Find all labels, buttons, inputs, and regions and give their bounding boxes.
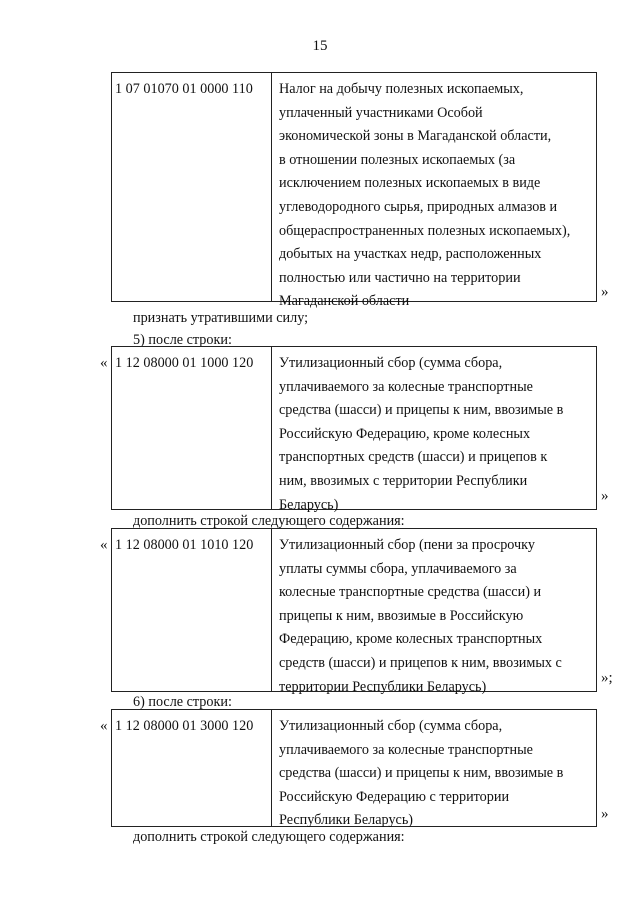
code-table-row xyxy=(111,709,597,827)
code-description xyxy=(272,529,562,695)
budget-code: 1 12 08000 01 1010 120 xyxy=(112,529,272,691)
budget-code: 1 12 08000 01 1000 120 xyxy=(112,347,272,509)
body-paragraph: 6) после строки: xyxy=(133,694,232,710)
description-line: Беларусь) xyxy=(279,496,339,513)
description-line: Российскую Федерацию с территории xyxy=(279,788,510,805)
description-line: уплаченный участниками Особой xyxy=(279,104,483,121)
description-line: уплаты суммы сбора, уплачиваемого за xyxy=(279,560,517,577)
description-line: транспортных средств (шасси) и прицепов к xyxy=(279,449,548,466)
body-paragraph: дополнить строкой следующего содержания: xyxy=(133,829,405,845)
page-number: 15 xyxy=(312,38,328,54)
description-line: общераспространенных полезных ископаемых), xyxy=(279,222,571,239)
closing-quote: »; xyxy=(601,670,613,686)
closing-quote: » xyxy=(601,284,609,300)
code-table-row xyxy=(111,528,597,695)
opening-quote: « xyxy=(100,718,108,734)
description-line: Магаданской области xyxy=(279,293,410,310)
description-line: территории Республики Беларусь) xyxy=(279,678,487,695)
description-line: Утилизационный сбор (пени за просрочку xyxy=(279,537,535,553)
description-line: Утилизационный сбор (сумма сбора, xyxy=(279,355,503,371)
description-line: прицепы к ним, ввозимые в Российскую xyxy=(279,607,524,624)
description-line: Налог на добычу полезных ископаемых, xyxy=(279,81,524,97)
code-description xyxy=(272,710,564,829)
description-line: Российскую Федерацию, кроме колесных xyxy=(279,425,531,442)
description-line: исключением полезных ископаемых в виде xyxy=(279,175,541,192)
description-line: уплачиваемого за колесные транспортные xyxy=(279,378,533,395)
budget-code: 1 12 08000 01 3000 120 xyxy=(112,710,272,826)
description-line: экономической зоны в Магаданской области, xyxy=(279,128,552,145)
opening-quote: « xyxy=(100,355,108,371)
body-paragraph: признать утратившими силу; xyxy=(133,310,309,326)
code-table-row xyxy=(111,72,597,310)
description-line: средства (шасси) и прицепы к ним, ввозимые в xyxy=(279,765,564,782)
budget-code: 1 07 01070 01 0000 110 xyxy=(112,73,272,301)
code-table-row xyxy=(111,346,597,513)
closing-quote: » xyxy=(601,488,609,504)
description-line: полностью или частично на территории xyxy=(279,269,521,286)
description-line: в отношении полезных ископаемых (за xyxy=(279,151,516,168)
body-paragraph: дополнить строкой следующего содержания: xyxy=(133,513,405,529)
closing-quote: » xyxy=(601,806,609,822)
description-line: Республики Беларусь) xyxy=(279,812,414,829)
description-line: уплачиваемого за колесные транспортные xyxy=(279,741,533,758)
opening-quote: « xyxy=(100,537,108,553)
code-description xyxy=(272,347,564,513)
body-paragraph: 5) после строки: xyxy=(133,332,232,348)
description-line: Федерацию, кроме колесных транспортных xyxy=(279,631,543,648)
description-line: углеводородного сырья, природных алмазов и xyxy=(279,198,558,215)
description-line: колесные транспортные средства (шасси) и xyxy=(279,584,542,601)
description-line: добытых на участках недр, расположенных xyxy=(279,246,542,263)
description-line: средств (шасси) и прицепов к ним, ввозимых с xyxy=(279,654,562,671)
description-line: ним, ввозимых с территории Республики xyxy=(279,472,528,489)
description-line: средства (шасси) и прицепы к ним, ввозимые в xyxy=(279,402,564,419)
description-line: Утилизационный сбор (сумма сбора, xyxy=(279,718,503,734)
code-description xyxy=(272,73,571,310)
